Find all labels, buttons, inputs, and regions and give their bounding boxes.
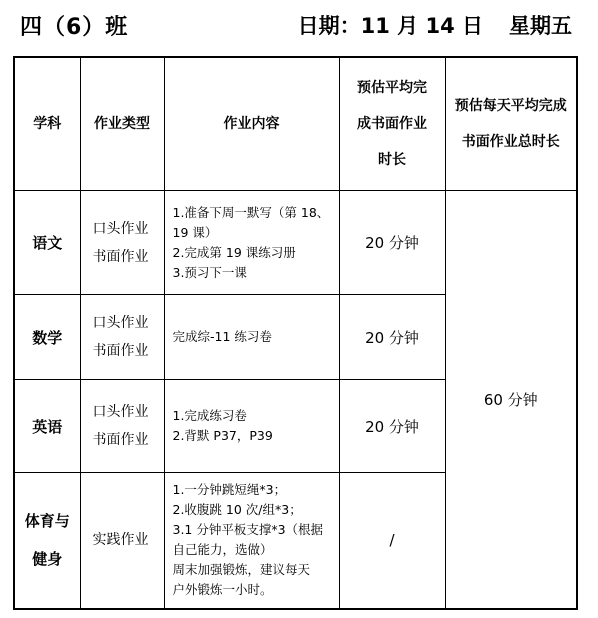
type-item: 书面作业 (92, 432, 149, 448)
content-line: 2.收腹跳 10 次/组*3； (172, 502, 302, 518)
type-cell (80, 380, 164, 473)
time-cell: 20 分钟 (339, 295, 445, 380)
type-item: 口头作业 (92, 315, 149, 331)
header-subject: 学科 (14, 57, 80, 191)
header-type: 作业类型 (80, 57, 164, 191)
header-time-line: 预估平均完 (357, 80, 427, 96)
content-line: 周末加强锻炼，建议每天 (172, 562, 311, 578)
header-total-time (445, 57, 577, 191)
content-line: 2.完成第 19 课练习册 (172, 244, 296, 260)
content-cell (164, 473, 339, 609)
content-cell (164, 191, 339, 295)
content-cell (164, 295, 339, 380)
subject-cell: 语文 (14, 191, 80, 295)
type-item: 口头作业 (92, 404, 149, 420)
content-line: 1.准备下周一默写（第 18、 (172, 204, 330, 220)
header-time-line: 成书面作业 (357, 116, 427, 132)
subject-cell (14, 473, 80, 609)
date-info (298, 10, 572, 40)
content-line: 1.完成练习卷 (172, 408, 247, 423)
total-time-cell: 60 分钟 (445, 191, 577, 609)
content-line: 完成综-11 练习卷 (172, 329, 272, 344)
table-row-chinese (14, 191, 577, 295)
table-header-row (14, 57, 577, 191)
type-cell (80, 295, 164, 380)
subject-line: 体育与 (24, 512, 70, 531)
content-line: 自己能力，选做） (172, 542, 273, 558)
time-cell: 20 分钟 (339, 191, 445, 295)
time-cell: / (339, 473, 445, 609)
type-item: 实践作业 (92, 532, 149, 549)
subject-cell: 英语 (14, 380, 80, 473)
type-item: 口头作业 (92, 220, 149, 237)
homework-table (13, 56, 578, 610)
date-label: 日期：11 月 14 日 (297, 14, 483, 38)
content-line: 户外锻炼一小时。 (172, 582, 273, 598)
type-item: 书面作业 (92, 248, 149, 265)
page-header (0, 0, 598, 52)
header-total-line: 书面作业总时长 (461, 134, 560, 150)
subject-line: 健身 (32, 550, 63, 569)
time-cell: 20 分钟 (339, 380, 445, 473)
content-cell (164, 380, 339, 473)
class-title: 四（6）班 (20, 15, 129, 40)
type-cell (80, 473, 164, 609)
content-line: 2.背默 P37，P39 (172, 428, 273, 443)
content-line: 3.预习下一课 (172, 264, 247, 280)
subject-cell: 数学 (14, 295, 80, 380)
content-line: 1.一分钟跳短绳*3； (172, 482, 287, 498)
content-line: 19 课） (172, 224, 218, 240)
header-time-line: 时长 (378, 152, 406, 168)
header-total-line: 预估每天平均完成 (454, 98, 567, 114)
type-item: 书面作业 (92, 343, 149, 359)
header-content: 作业内容 (164, 57, 339, 191)
content-line: 3.1 分钟平板支撑*3（根据 (172, 522, 324, 538)
type-cell (80, 191, 164, 295)
weekday-label: 星期五 (509, 14, 572, 38)
header-time (339, 57, 445, 191)
